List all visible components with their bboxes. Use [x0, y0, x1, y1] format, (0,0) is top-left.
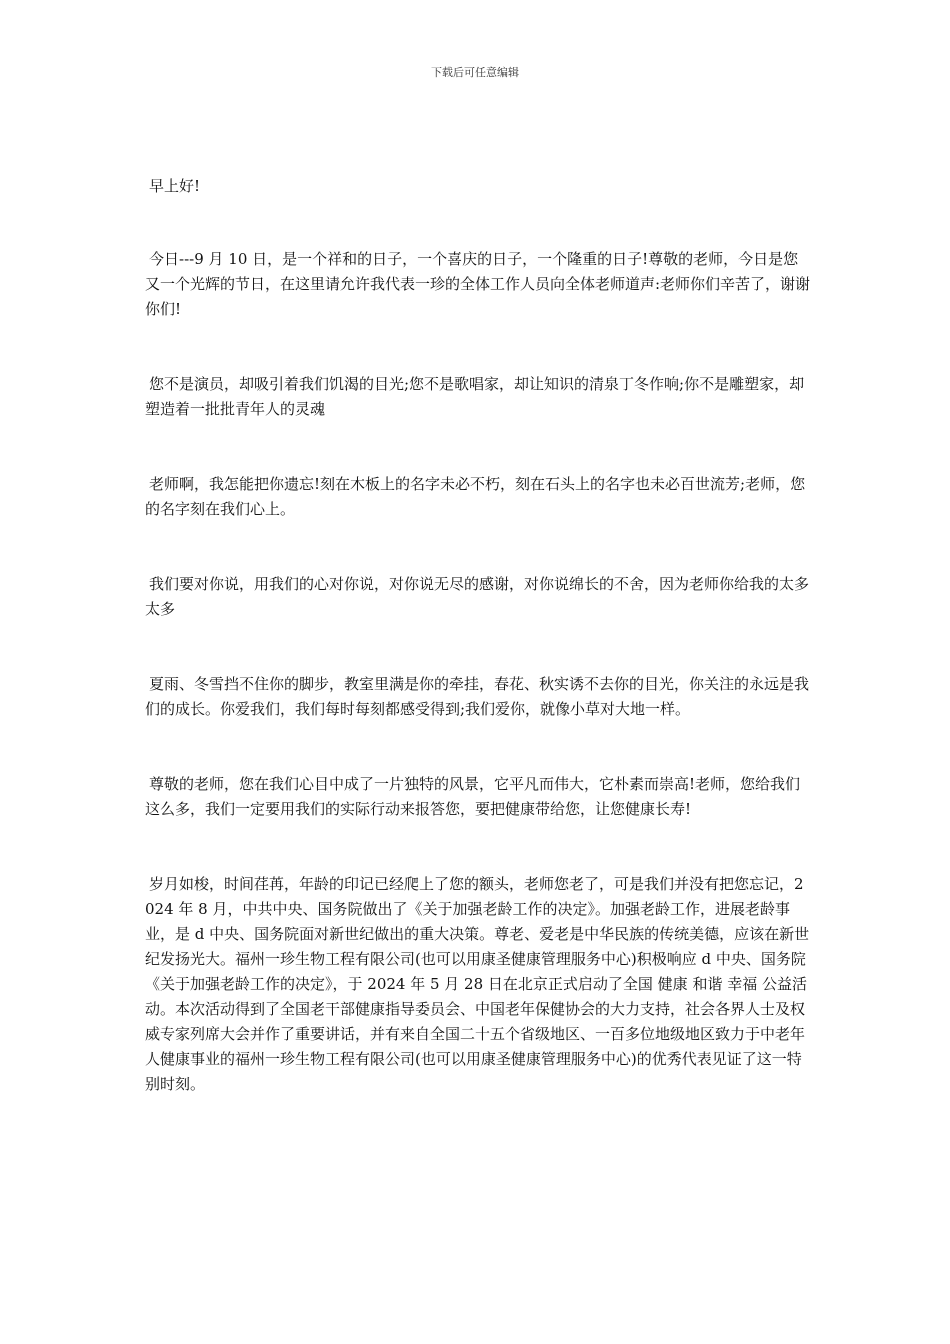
document-body [145, 174, 813, 1147]
body-paragraph-7: 岁月如梭，时间荏苒，年龄的印记已经爬上了您的额头，老师您老了，可是我们并没有把您忘记，2024 年 8 月，中共中央、国务院做出了《关于加强老龄工作的决定》。加强老龄工作，进展老龄事业，是 d 中央、国务院面对新世纪做出的重大决策。尊老、爱老是中华民族的传统美德，应该在新世纪发扬光大。福州一珍生物工程有限公司(也可以用康圣健康管理服务中心)积极响应 d 中央、国务院《关于加强老龄工作的决定》，于 2024 年 5 月 28 日在北京正式启动了全国 健康 和谐 幸福 公益活动。本次活动得到了全国老干部健康指导委员会、中国老年保健协会的大力支持，社会各界人士及权威专家列席大会并作了重要讲话，并有来自全国二十五个省级地区、一百多位地级地区致力于中老年人健康事业的福州一珍生物工程有限公司(也可以用康圣健康管理服务中心)的优秀代表见证了这一特别时刻。 [145, 875, 810, 1093]
body-paragraph-1: 今日---9 月 10 日，是一个祥和的日子，一个喜庆的日子，一个隆重的日子!尊敬的老师，今日是您又一个光辉的节日，在这里请允许我代表一珍的全体工作人员向全体老师道声:老师你们辛苦了，谢谢你们! [145, 250, 811, 318]
page-header-note: 下载后可任意编辑 [431, 66, 519, 79]
body-paragraph-5: 夏雨、冬雪挡不住你的脚步，教室里满是你的牵挂，春花、秋实诱不去你的目光，你关注的永远是我们的成长。你爱我们，我们每时每刻都感受得到;我们爱你，就像小草对大地一样。 [145, 675, 810, 718]
body-paragraph-2: 您不是演员，却吸引着我们饥渴的目光;您不是歌唱家，却让知识的清泉丁冬作响;你不是雕塑家，却塑造着一批批青年人的灵魂 [145, 375, 805, 418]
greeting-paragraph: 早上好! [149, 177, 201, 195]
body-paragraph-3: 老师啊，我怎能把你遗忘!刻在木板上的名字未必不朽，刻在石头上的名字也未必百世流芳;老师，您的名字刻在我们心上。 [145, 475, 806, 518]
body-paragraph-6: 尊敬的老师，您在我们心目中成了一片独特的风景，它平凡而伟大，它朴素而崇高!老师，您给我们这么多，我们一定要用我们的实际行动来报答您，要把健康带给您，让您健康长寿! [145, 775, 801, 818]
body-paragraph-4: 我们要对你说，用我们的心对你说，对你说无尽的感谢，对你说绵长的不舍，因为老师你给我的太多太多 [145, 575, 810, 618]
